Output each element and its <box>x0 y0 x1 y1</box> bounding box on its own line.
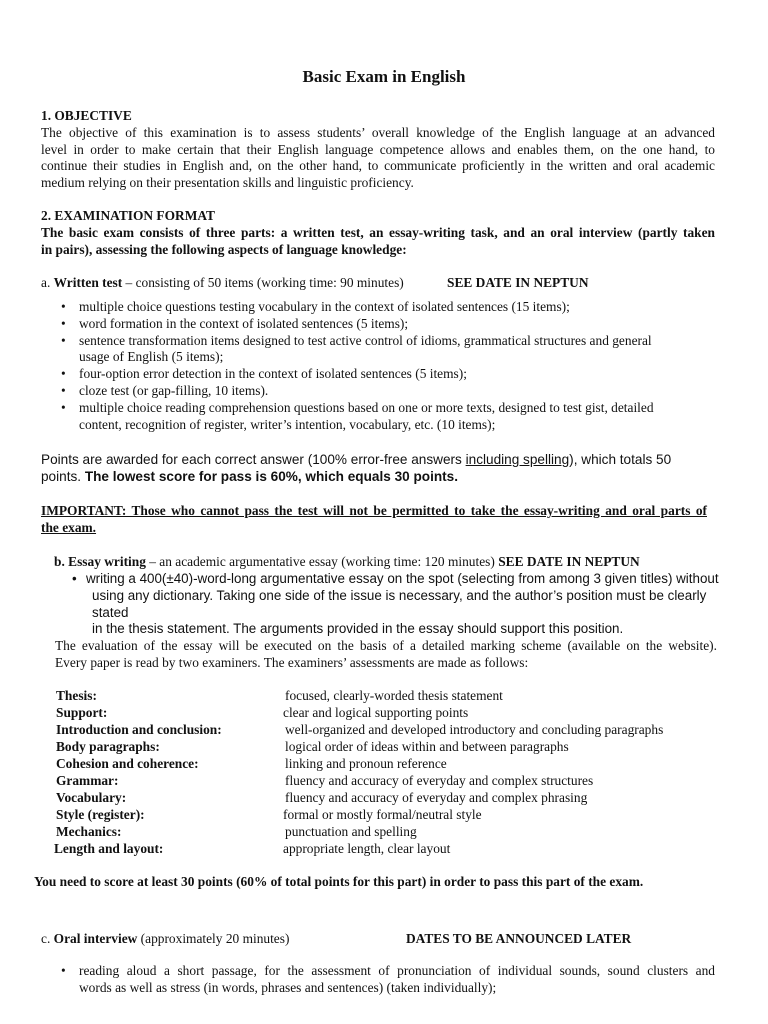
written-test-date: SEE DATE IN NEPTUN <box>447 275 589 290</box>
objective-line-2: level in order to make certain that their English language competence allows and enables them, on the one hand, to <box>41 141 715 157</box>
oral-desc: (approximately 20 minutes) <box>137 931 290 946</box>
format-heading: 2. EXAMINATION FORMAT <box>41 208 215 223</box>
oral-title: Oral interview <box>53 931 138 946</box>
criteria-row: Thesis: focused, clearly-worded thesis statement <box>56 688 503 703</box>
oral-header <box>41 931 715 948</box>
essay-title: Essay writing <box>68 554 146 569</box>
important-line-1: IMPORTANT: Those who cannot pass the test will not be permitted to take the essay-writing and oral parts of <box>41 503 707 518</box>
list-item-continuation: using any dictionary. Taking one side of the issue is necessary, and the author’s position must be clearly stated <box>92 587 707 620</box>
criteria-table <box>41 688 741 860</box>
essay-bullet <box>72 571 722 638</box>
criteria-row: Body paragraphs: logical order of ideas within and between paragraphs <box>56 739 569 754</box>
essay-header <box>54 554 724 571</box>
format-section <box>41 208 715 258</box>
essay-evaluation <box>55 638 717 672</box>
essay-desc: – an academic argumentative essay (working time: 120 minutes) <box>145 554 499 569</box>
objective-heading: 1. OBJECTIVE <box>41 108 132 123</box>
points-text-3: points. <box>41 468 85 484</box>
criteria-row: Length and layout: appropriate length, clear layout <box>54 841 451 856</box>
list-item: • multiple choice questions testing vocabulary in the context of isolated sentences (15 items); <box>61 299 570 314</box>
list-item-continuation: content, recognition of register, writer’s intention, vocabulary, etc. (10 items); <box>79 416 496 432</box>
document-title: Basic Exam in English <box>302 67 466 86</box>
points-underlined: including spelling <box>465 452 570 467</box>
oral-date: DATES TO BE ANNOUNCED LATER <box>406 931 632 946</box>
list-item-continuation: in the thesis statement. The arguments provided in the essay should support this position. <box>92 621 624 637</box>
list-item-continuation: usage of English (5 items); <box>79 349 224 365</box>
essay-date: SEE DATE IN NEPTUN <box>498 554 640 569</box>
written-test-title: Written test <box>53 275 123 290</box>
criteria-row: Introduction and conclusion: well-organized and developed introductory and concluding paragraphs <box>56 722 664 737</box>
oral-letter: c. <box>41 931 51 946</box>
important-line-2: the exam. <box>41 519 97 535</box>
objective-line-1: The objective of this examination is to assess students’ overall knowledge of the English language at an advanced <box>41 124 715 140</box>
important-note <box>41 503 707 537</box>
list-item: • writing a 400(±40)-word-long argumentative essay on the spot (selecting from among 3 given titles) without <box>72 571 719 586</box>
essay-letter: b. <box>54 554 65 569</box>
list-item: • multiple choice reading comprehension questions based on one or more texts, designed to test gist, detailed <box>61 399 654 415</box>
criteria-row: Support: clear and logical supporting points <box>56 705 469 720</box>
written-test-header <box>41 275 715 292</box>
points-text-1: Points are awarded for each correct answer (100% error-free answers <box>41 452 466 467</box>
list-item: • cloze test (or gap-filling, 10 items). <box>61 382 269 398</box>
essay-pass-note: You need to score at least 30 points (60% of total points for this part) in order to pass this part of the exam. <box>34 874 644 889</box>
written-test-letter: a. <box>41 275 51 290</box>
points-text-2: ), which totals 50 <box>569 452 672 467</box>
evaluation-line-2: Every paper is read by two examiners. The examiners’ assessments are made as follows: <box>55 654 529 670</box>
objective-line-3: continue their studies in English and, on the other hand, to communicate proficiently in the written and oral academic <box>41 158 715 174</box>
format-intro-line-1: The basic exam consists of three parts: a written test, an essay-writing task, and an oral interview (partly taken <box>41 224 715 240</box>
oral-items <box>41 963 715 997</box>
criteria-row: Mechanics: punctuation and spelling <box>56 824 417 839</box>
points-pass-threshold: The lowest score for pass is 60%, which equals 30 points. <box>84 468 459 484</box>
criteria-row: Cohesion and coherence: linking and pronoun reference <box>56 756 447 771</box>
written-test-desc: – consisting of 50 items (working time: 90 minutes) <box>122 275 404 290</box>
list-item: • four-option error detection in the context of isolated sentences (5 items); <box>61 366 467 382</box>
objective-line-4: medium relying on their presentation skills and linguistic proficiency. <box>41 175 414 191</box>
criteria-row: Grammar: fluency and accuracy of everyday and complex structures <box>56 773 594 788</box>
list-item: • reading aloud a short passage, for the assessment of pronunciation of individual sounds, sound clusters and <box>61 963 715 978</box>
list-item: • word formation in the context of isolated sentences (5 items); <box>61 315 409 331</box>
objective-section <box>41 108 715 192</box>
written-test-items <box>41 299 715 433</box>
list-item-continuation: words as well as stress (in words, phrases and sentences) (taken individually); <box>79 979 497 995</box>
evaluation-line-1: The evaluation of the essay will be executed on the basis of a detailed marking scheme (available on the website). <box>55 638 717 653</box>
format-intro-line-2: in pairs), assessing the following aspects of language knowledge: <box>41 241 407 257</box>
criteria-row: Style (register): formal or mostly formal/neutral style <box>56 807 482 822</box>
list-item: • sentence transformation items designed to test active control of idioms, grammatical structures and general <box>61 332 652 348</box>
points-paragraph <box>41 452 715 486</box>
criteria-row: Vocabulary: fluency and accuracy of everyday and complex phrasing <box>56 790 588 805</box>
